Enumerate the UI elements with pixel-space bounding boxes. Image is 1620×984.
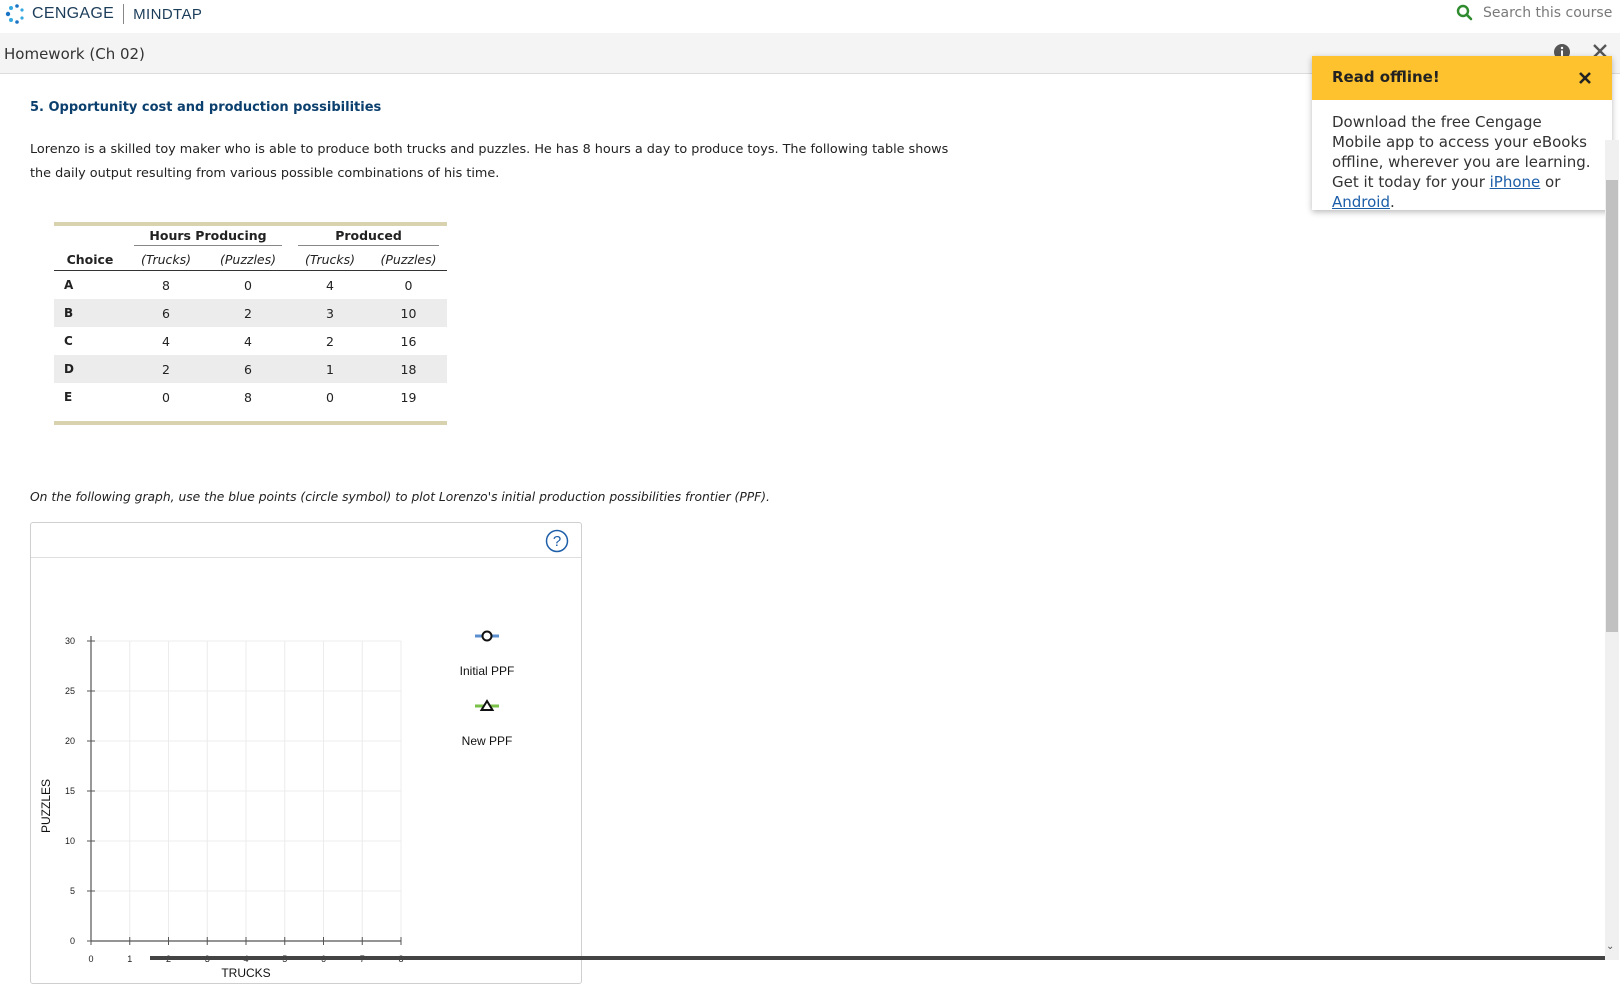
legend-initial-ppf: Initial PPF (459, 664, 515, 678)
x-tick-label: 0 (88, 954, 94, 964)
plot-legend (460, 632, 515, 749)
choice-header: Choice (54, 248, 126, 271)
puzzles-cell: 19 (400, 389, 417, 405)
y-tick-label: 20 (64, 736, 75, 746)
x-tick-label: 1 (127, 954, 133, 964)
bottom-progress-bar (150, 956, 1605, 960)
help-icon[interactable] (545, 529, 569, 553)
page-title: Homework (Ch 02) (4, 45, 145, 63)
puzzles-cell: 0 (404, 277, 413, 293)
graph-panel (30, 522, 582, 984)
y-tick-label: 25 (64, 686, 75, 696)
hours-trucks-cell: 8 (162, 277, 170, 293)
hours-trucks-cell: 2 (126, 355, 206, 383)
sub-header-hours-puzzles: (Puzzles) (206, 248, 290, 271)
choice-cell: B (54, 299, 126, 327)
choice-cell: A (64, 278, 74, 292)
brand-name: CENGAGE (32, 5, 115, 22)
sub-header-trucks: (Trucks) (290, 248, 370, 271)
hours-trucks-cell: 4 (162, 333, 170, 349)
question-title: 5. Opportunity cost and production possibilities (30, 100, 382, 115)
y-tick-label: 30 (64, 636, 75, 646)
table-row (54, 355, 447, 383)
hours-trucks-cell: 6 (126, 299, 206, 327)
y-tick-label: 0 (69, 936, 75, 946)
plot-grid (91, 641, 401, 941)
production-table (54, 222, 447, 425)
sub-header-puzzles: (Puzzles) (370, 248, 447, 271)
popup-text: Download the free Cengage Mobile app to access your eBooks offline, wherever you are learning. Get it today for your (1332, 113, 1591, 191)
table-spacer (54, 411, 447, 421)
search-box[interactable] (1456, 4, 1612, 21)
graph-panel-header (31, 523, 581, 558)
popup-title: Read offline! (1332, 68, 1440, 86)
search-input[interactable]: Search this course (1483, 4, 1613, 21)
puzzles-cell: 16 (400, 333, 417, 349)
table-row (54, 299, 447, 327)
hours-trucks-cell: 0 (162, 389, 170, 405)
scrollbar-thumb[interactable] (1606, 180, 1618, 632)
iphone-link[interactable]: iPhone (1489, 173, 1541, 191)
graph-instruction: On the following graph, use the blue points (circle symbol) to plot Lorenzo's initial production possibilities frontier (PPF). (30, 490, 770, 504)
cengage-logo-icon (4, 3, 26, 25)
hours-puzzles-cell: 2 (206, 299, 290, 327)
hours-puzzles-cell: 4 (244, 333, 252, 349)
table-row (54, 327, 447, 355)
plot-axes (65, 636, 404, 964)
x-axis-label: TRUCKS (221, 966, 271, 978)
popup-header (1312, 56, 1612, 100)
legend-new-ppf: New PPF (461, 734, 513, 748)
hours-puzzles-cell: 8 (244, 389, 252, 405)
brand[interactable] (4, 2, 202, 26)
read-offline-popup (1312, 56, 1612, 210)
question-text: Lorenzo is a skilled toy maker who is able to produce both trucks and puzzles. He has 8 hours a day to produce toys. The following table shows the daily output resulting from various possible combinations of his time. (30, 142, 949, 181)
hours-puzzles-cell: 6 (206, 355, 290, 383)
trucks-cell: 4 (326, 277, 334, 293)
ppf-graph[interactable] (31, 558, 579, 978)
vertical-scrollbar[interactable] (1605, 140, 1619, 960)
puzzles-cell: 10 (370, 299, 447, 327)
hours-puzzles-cell: 0 (244, 277, 252, 293)
brand-divider (123, 4, 124, 24)
search-icon (1456, 4, 1473, 21)
popup-body (1312, 100, 1612, 224)
triangle-symbol-icon (482, 701, 493, 710)
trucks-cell: 3 (290, 299, 370, 327)
circle-symbol-icon (483, 632, 492, 641)
y-tick-label: 5 (69, 886, 75, 896)
trucks-cell: 1 (290, 355, 370, 383)
blank-header (54, 226, 126, 248)
y-tick-label: 10 (64, 836, 75, 846)
new-ppf-tool[interactable] (475, 701, 499, 710)
product-name: MINDTAP (133, 5, 203, 23)
puzzles-cell: 18 (370, 355, 447, 383)
choice-cell: E (64, 390, 73, 404)
trucks-cell: 2 (326, 333, 334, 349)
close-icon[interactable] (1578, 71, 1592, 85)
sub-header-hours-trucks: (Trucks) (126, 248, 206, 271)
y-tick-label: 15 (64, 786, 75, 796)
choice-cell: C (64, 334, 73, 348)
scroll-down-arrow-icon[interactable]: ⌄ (1606, 941, 1615, 952)
popup-text-end: . (1390, 193, 1395, 211)
top-bar (0, 0, 1620, 34)
svg-text:?: ? (552, 533, 562, 550)
android-link[interactable]: Android (1332, 193, 1390, 211)
group-header-hours: Hours Producing (126, 226, 290, 248)
popup-text-or: or (1540, 173, 1561, 191)
initial-ppf-tool[interactable] (475, 632, 499, 641)
group-header-produced: Produced (290, 226, 447, 248)
trucks-cell: 0 (326, 389, 334, 405)
choice-cell: D (54, 355, 126, 383)
table-row (54, 271, 447, 300)
table-row (54, 383, 447, 411)
y-axis-label: PUZZLES (39, 778, 53, 834)
